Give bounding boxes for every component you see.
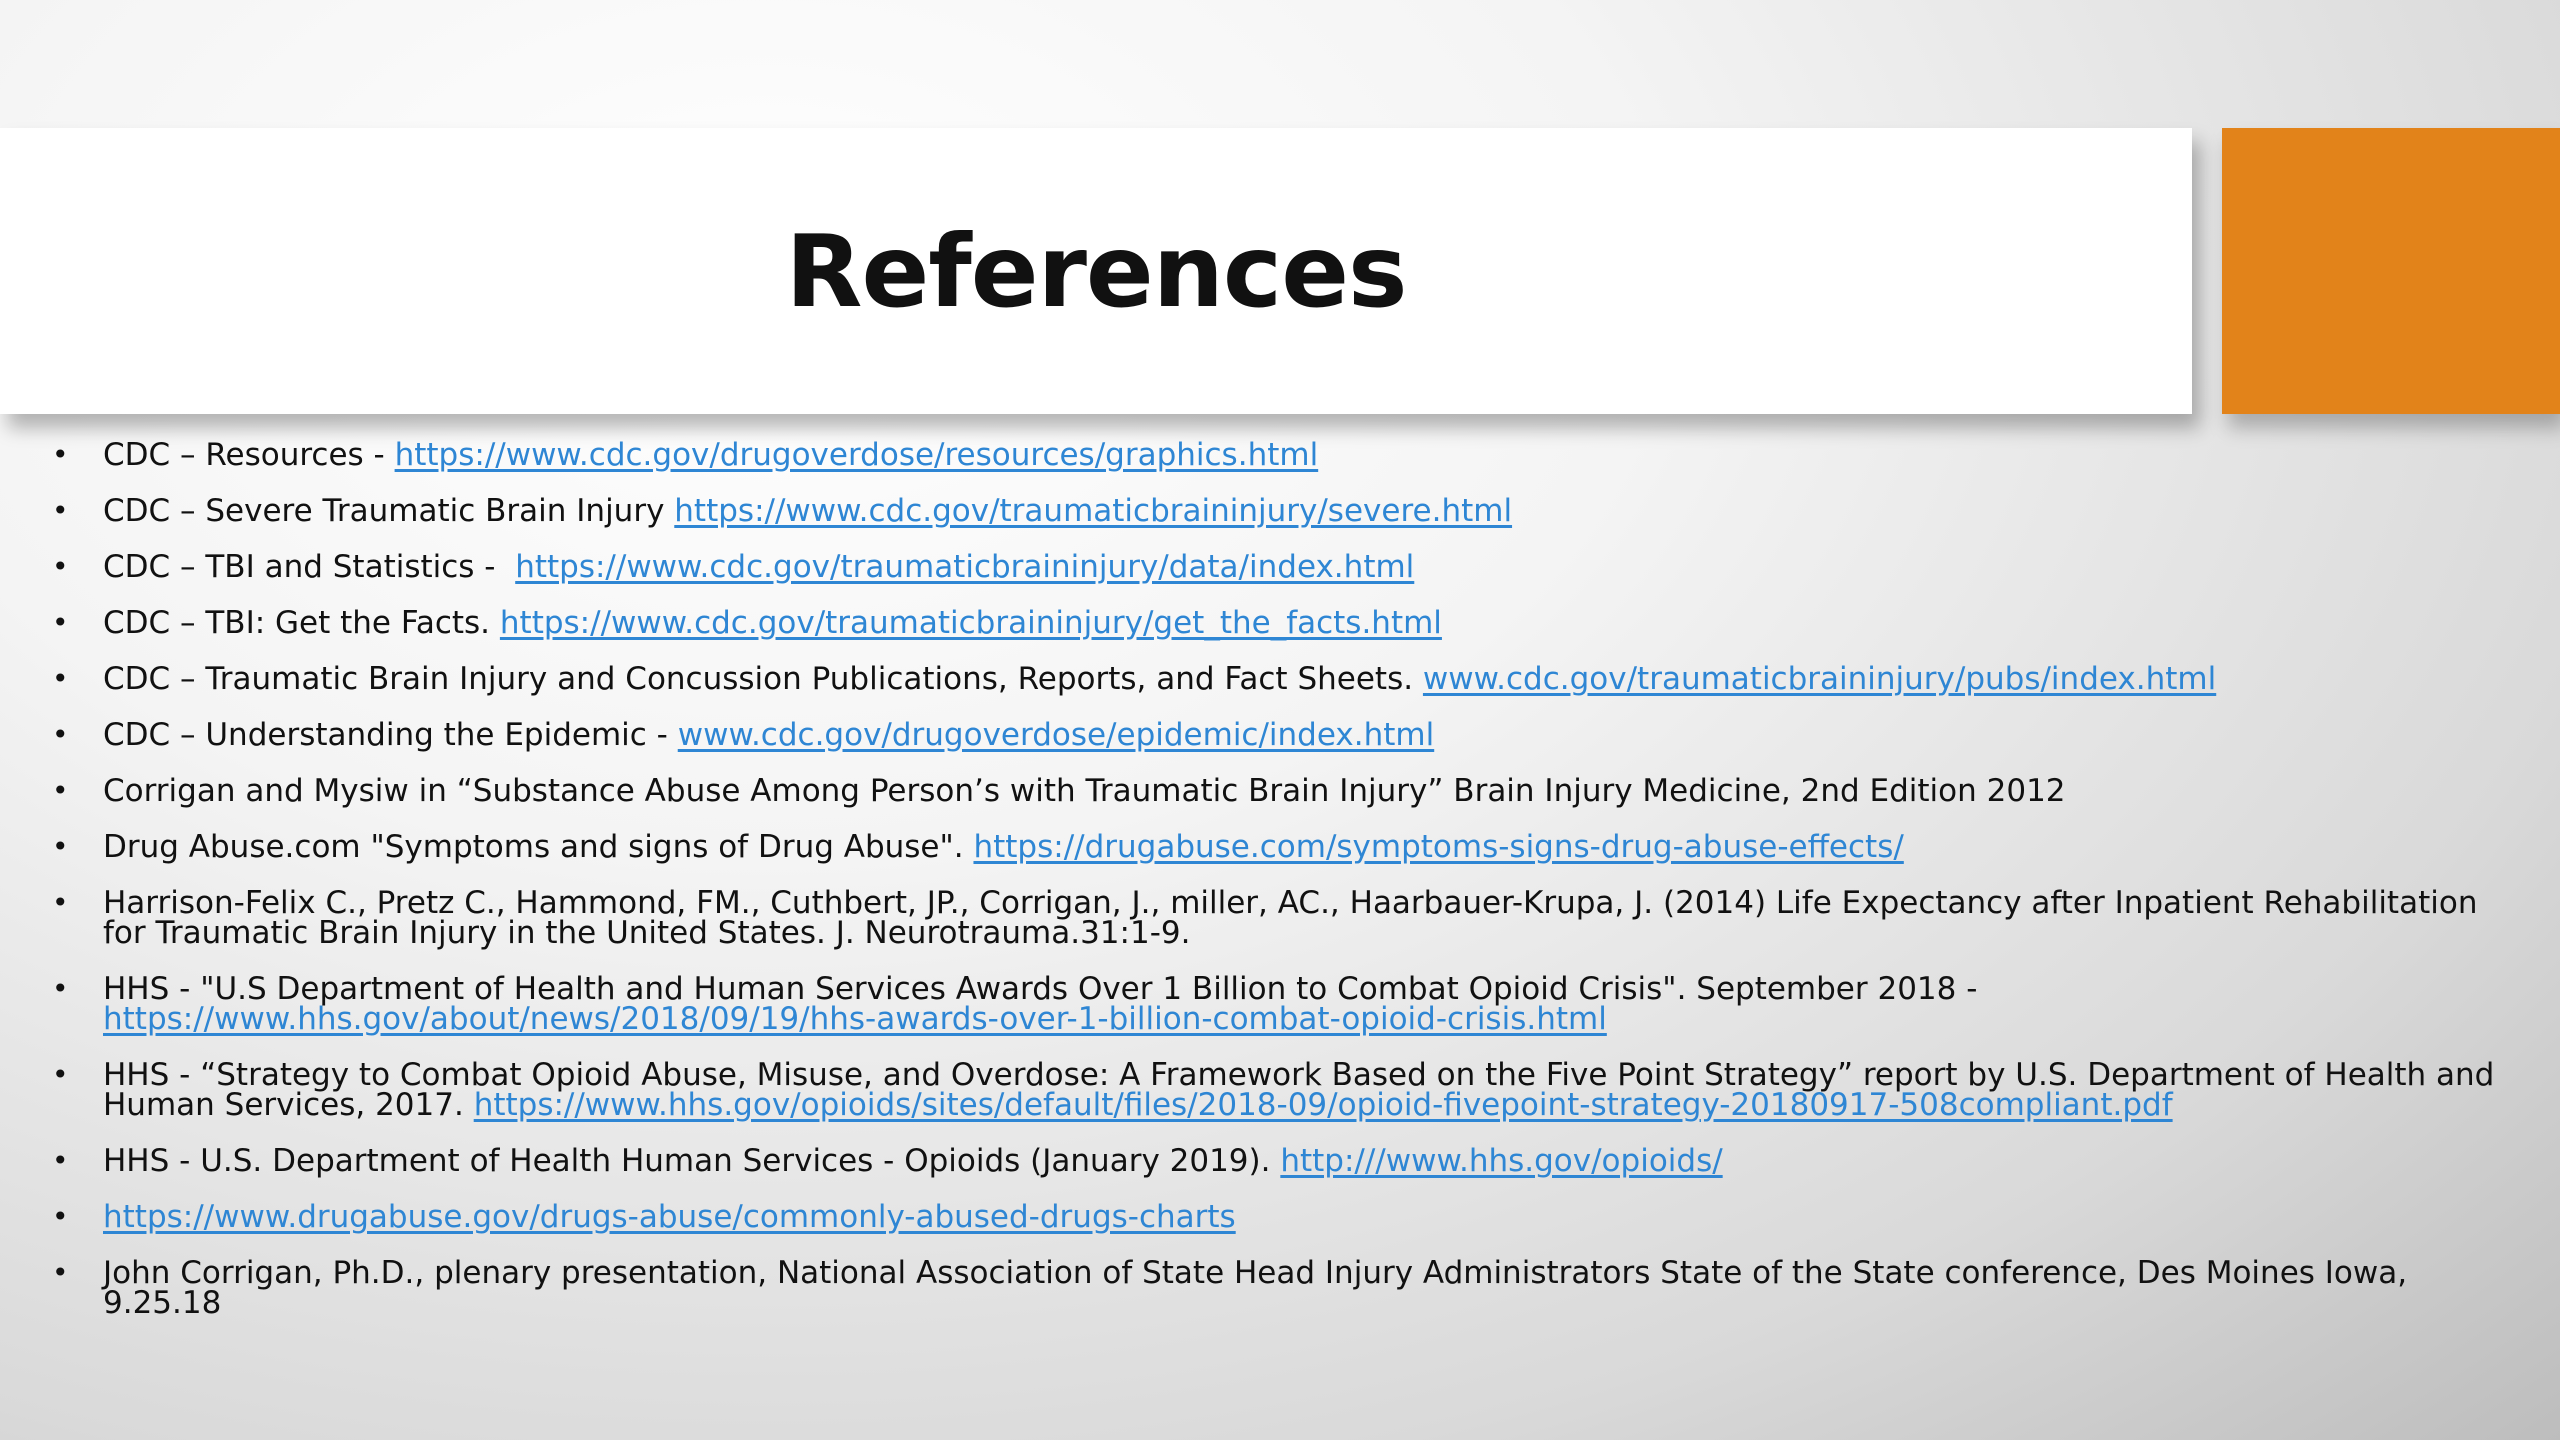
bullet-icon: •: [52, 438, 69, 471]
reference-link[interactable]: www.cdc.gov/traumaticbraininjury/pubs/index.html: [1422, 661, 2217, 697]
reference-text: Corrigan and Mysiw in “Substance Abuse Among Person’s with Traumatic Brain Injury” Brain Injury Medicine, 2nd Edition 2012: [103, 773, 2066, 809]
reference-item: [0, 661, 2540, 697]
reference-item: [0, 829, 2540, 865]
reference-text: John Corrigan, Ph.D., plenary presentation, National Association of State Head Injury Administrators State of the State conference, Des Moines Iowa, 9.25.18: [103, 1255, 2417, 1321]
reference-item: [0, 1199, 2540, 1235]
reference-link[interactable]: http:///www.hhs.gov/opioids/: [1280, 1143, 1723, 1179]
reference-item: [0, 885, 2540, 951]
reference-item: [0, 971, 2540, 1037]
reference-link[interactable]: https://www.cdc.gov/traumaticbraininjury/severe.html: [674, 493, 1513, 529]
reference-text: HHS - U.S. Department of Health Human Services - Opioids (January 2019).: [103, 1143, 1281, 1179]
reference-item: [0, 605, 2540, 641]
reference-item: [0, 493, 2540, 529]
reference-item: [0, 437, 2540, 473]
reference-item: [0, 549, 2540, 585]
reference-text: CDC – Resources -: [103, 437, 395, 473]
bullet-icon: •: [52, 606, 69, 639]
reference-text: CDC – TBI and Statistics -: [103, 549, 516, 585]
bullet-icon: •: [52, 494, 69, 527]
title-bar: [0, 128, 2192, 414]
reference-text: CDC – Severe Traumatic Brain Injury: [103, 493, 675, 529]
reference-link[interactable]: https://www.hhs.gov/opioids/sites/default/files/2018-09/opioid-fivepoint-strategy-20180917-508compliant.pdf: [473, 1087, 2173, 1123]
reference-link[interactable]: https://www.cdc.gov/drugoverdose/resources/graphics.html: [394, 437, 1319, 473]
accent-block: [2222, 128, 2560, 414]
bullet-icon: •: [52, 718, 69, 751]
reference-text: CDC – Understanding the Epidemic -: [103, 717, 678, 753]
reference-link[interactable]: www.cdc.gov/drugoverdose/epidemic/index.html: [677, 717, 1435, 753]
bullet-icon: •: [52, 1058, 69, 1091]
bullet-icon: •: [52, 830, 69, 863]
reference-link[interactable]: https://www.hhs.gov/about/news/2018/09/19/hhs-awards-over-1-billion-combat-opioid-crisis.html: [103, 1001, 1607, 1037]
reference-text: CDC – TBI: Get the Facts.: [103, 605, 500, 641]
bullet-icon: •: [52, 774, 69, 807]
bullet-icon: •: [52, 550, 69, 583]
reference-text: Drug Abuse.com "Symptoms and signs of Drug Abuse".: [103, 829, 974, 865]
bullet-icon: •: [52, 1144, 69, 1177]
reference-link[interactable]: https://www.cdc.gov/traumaticbraininjury/data/index.html: [515, 549, 1415, 585]
reference-item: [0, 1057, 2540, 1123]
reference-link[interactable]: https://www.cdc.gov/traumaticbraininjury/get_the_facts.html: [499, 605, 1442, 641]
reference-text: HHS - "U.S Department of Health and Human Services Awards Over 1 Billion to Combat Opioid Crisis". September 2018 -: [103, 971, 1988, 1007]
slide-title: References: [785, 212, 1407, 330]
reference-text: HHS - “Strategy to Combat Opioid Abuse, Misuse, and Overdose: A Framework Based on the Five Point Strategy” report by U.S. Department of Health and Human Services, 2017.: [103, 1057, 2505, 1123]
bullet-icon: •: [52, 972, 69, 1005]
reference-text: Harrison-Felix C., Pretz C., Hammond, FM., Cuthbert, JP., Corrigan, J., miller, AC., Haarbauer-Krupa, J. (2014) Life Expectancy after Inpatient Rehabilitation for Traumatic Brain Injury in the United States. J. Neurotrauma.31:1-9.: [103, 885, 2488, 951]
reference-link[interactable]: https://drugabuse.com/symptoms-signs-drug-abuse-effects/: [973, 829, 1904, 865]
bullet-icon: •: [52, 886, 69, 919]
bullet-icon: •: [52, 662, 69, 695]
reference-item: [0, 1255, 2540, 1321]
reference-item: [0, 773, 2540, 809]
reference-text: CDC – Traumatic Brain Injury and Concussion Publications, Reports, and Fact Sheets.: [103, 661, 1423, 697]
reference-link[interactable]: https://www.drugabuse.gov/drugs-abuse/commonly-abused-drugs-charts: [103, 1199, 1236, 1235]
bullet-icon: •: [52, 1200, 69, 1233]
bullet-icon: •: [52, 1256, 69, 1289]
reference-item: [0, 717, 2540, 753]
reference-item: [0, 1143, 2540, 1179]
reference-list: [0, 437, 2540, 1344]
